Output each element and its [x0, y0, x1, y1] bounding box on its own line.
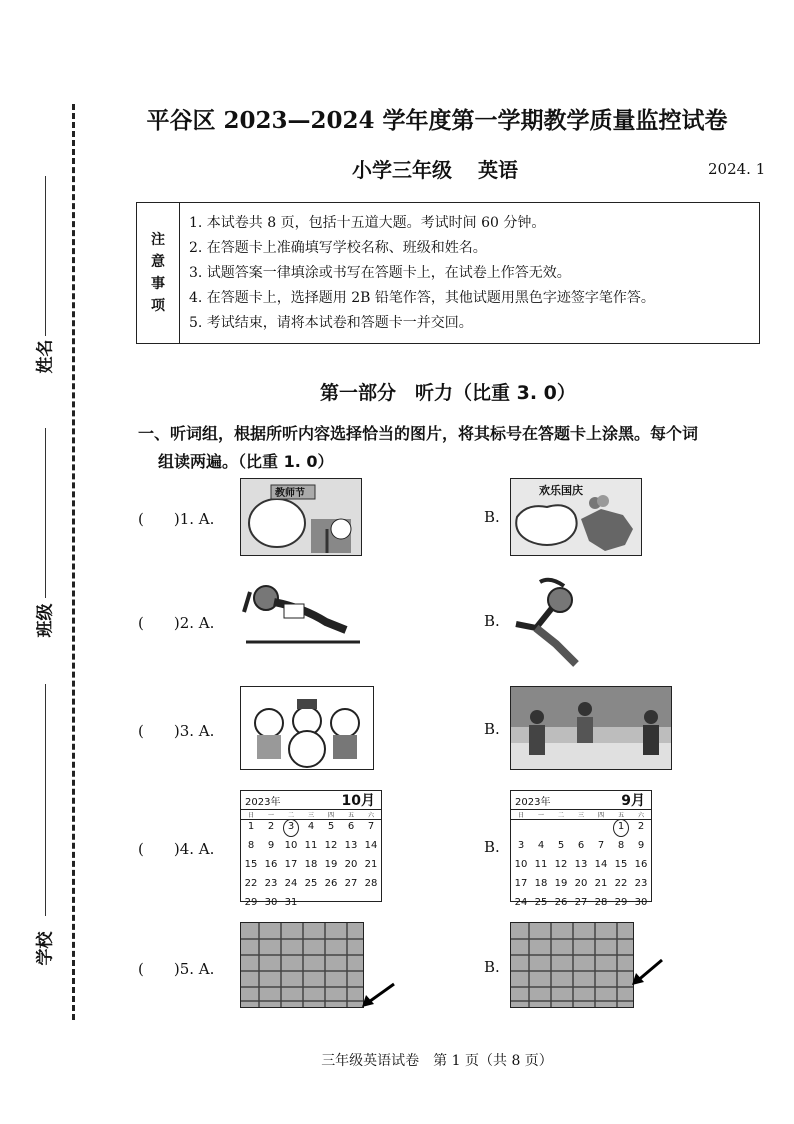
school-label: 学校	[35, 931, 56, 966]
calendar-day: 28	[364, 878, 378, 889]
calendar-day: 22	[614, 878, 628, 889]
calendar-days	[241, 819, 381, 911]
calendar-day: 11	[534, 859, 548, 870]
calendar-year: 2023年	[245, 797, 281, 808]
calendar-day: 16	[264, 859, 278, 870]
calendar-day: 17	[284, 859, 298, 870]
q2-image-a	[240, 578, 364, 650]
calendar-day: 14	[364, 840, 378, 851]
notice-list	[189, 211, 655, 336]
notice-item: 3. 试题答案一律填涂或书写在答题卡上，在试卷上作答无效。	[189, 265, 571, 281]
calendar-day: 19	[554, 878, 568, 889]
calendar-day: 23	[264, 878, 278, 889]
calendar-day: 29	[244, 897, 258, 908]
calendar-day: 15	[244, 859, 258, 870]
calendar-day: 21	[594, 878, 608, 889]
school-line	[45, 684, 46, 916]
calendar-day: 8	[617, 840, 625, 851]
calendar-day: 6	[347, 821, 355, 832]
question-1-b-label: B.	[484, 508, 500, 526]
question-1-label: ( )1. A.	[138, 510, 215, 528]
calendar-day: 16	[634, 859, 648, 870]
calendar-day: 2	[267, 821, 275, 832]
calendar-day: 7	[597, 840, 605, 851]
calendar-day: 12	[324, 840, 338, 851]
calendar-day: 20	[344, 859, 358, 870]
q5-image-a	[240, 922, 364, 1008]
calendar-weekday: 二	[557, 812, 564, 819]
notice-item: 4. 在答题卡上，选择题用 2B 铅笔作答，其他试题用黑色字迹签字笔作答。	[189, 290, 655, 306]
calendar-day: 12	[554, 859, 568, 870]
make-snowman-icon	[241, 687, 374, 770]
grade-label: 小学三年级	[352, 158, 452, 182]
calendar-october	[240, 790, 382, 908]
question-3-b-label: B.	[484, 720, 500, 738]
calendar-day: 27	[574, 897, 588, 908]
calendar-day: 25	[304, 878, 318, 889]
notice-heading: 注 意 事 项	[137, 203, 180, 343]
instruction: 一、听词组，根据所听内容选择恰当的图片，将其标号在答题卡上涂黑。每个词 组读两遍。（比重 1. 0）	[138, 424, 699, 471]
calendar-weekday: 二	[287, 812, 294, 819]
calendar-weekday: 一	[537, 812, 544, 819]
calendar-day: 30	[264, 897, 278, 908]
calendar-weekday: 四	[327, 812, 334, 819]
name-line	[45, 176, 46, 336]
calendar-day: 18	[304, 859, 318, 870]
calendar-weekday: 三	[307, 812, 314, 819]
calendar-day: 30	[634, 897, 648, 908]
calendar-september	[510, 790, 652, 908]
calendar-year: 2023年	[515, 797, 551, 808]
q5a-arrow-icon	[360, 982, 396, 1008]
calendar-day: 15	[614, 859, 628, 870]
exam-date: 2024. 1	[708, 160, 766, 178]
calendar-weekday: 五	[617, 812, 624, 819]
class-line	[45, 428, 46, 598]
calendar-day: 27	[344, 878, 358, 889]
q3-image-b	[510, 686, 672, 770]
calendar-day	[571, 819, 591, 835]
calendar-day: 6	[577, 840, 585, 851]
calendar-day: 10	[284, 840, 298, 851]
subject-label: 英语	[478, 158, 518, 182]
question-5-b-label: B.	[484, 958, 500, 976]
calendar-day	[591, 819, 611, 835]
calendar-day: 1	[247, 821, 255, 832]
calendar-day: 3	[517, 840, 525, 851]
notice-item: 5. 考试结束，请将本试卷和答题卡一并交回。	[189, 315, 473, 331]
q1b-poster-text: 欢乐国庆	[539, 484, 583, 497]
q2-image-b	[500, 572, 580, 668]
calendar-day: 17	[514, 878, 528, 889]
circled-date: 1	[613, 819, 629, 837]
calendar-day	[551, 819, 571, 835]
calendar-day: 14	[594, 859, 608, 870]
calendar-day: 26	[554, 897, 568, 908]
calendar-weekday: 四	[597, 812, 604, 819]
class-label: 班级	[35, 603, 56, 638]
calendar-day: 7	[367, 821, 375, 832]
binding-dashed-line	[72, 104, 75, 1020]
calendar-days	[511, 819, 651, 911]
q1a-poster-text: 教师节	[275, 488, 305, 499]
circled-date: 3	[283, 819, 299, 837]
calendar-day: 21	[364, 859, 378, 870]
q5b-arrow-icon	[630, 958, 664, 986]
calendar-weekday: 日	[247, 812, 254, 819]
question-4-label: ( )4. A.	[138, 840, 215, 858]
calendar-day: 24	[514, 897, 528, 908]
calendar-day: 9	[267, 840, 275, 851]
calendar-day: 10	[514, 859, 528, 870]
national-day-poster-icon	[511, 479, 642, 556]
calendar-month: 9月	[621, 793, 645, 809]
calendar-day: 4	[537, 840, 545, 851]
calendar-day: 26	[324, 878, 338, 889]
calendar-day: 28	[594, 897, 608, 908]
calendar-day: 22	[244, 878, 258, 889]
calendar-day: 5	[327, 821, 335, 832]
calendar-day: 5	[557, 840, 565, 851]
snowball-fight-icon	[511, 687, 672, 770]
calendar-day	[511, 819, 531, 835]
exam-subtitle	[352, 154, 544, 183]
q1-image-a	[240, 478, 362, 556]
calendar-day: 13	[574, 859, 588, 870]
building-arrow-bottom-icon	[241, 923, 364, 1008]
calendar-day	[531, 819, 551, 835]
calendar-day: 8	[247, 840, 255, 851]
q3-image-a	[240, 686, 374, 770]
q1-image-b	[510, 478, 642, 556]
notice-item: 2. 在答题卡上准确填写学校名称、班级和姓名。	[189, 240, 487, 256]
name-label: 姓名	[35, 339, 56, 374]
calendar-day: 25	[534, 897, 548, 908]
calendar-day: 18	[534, 878, 548, 889]
question-4-b-label: B.	[484, 838, 500, 856]
calendar-day: 13	[344, 840, 358, 851]
calendar-day: 24	[284, 878, 298, 889]
calendar-day: 23	[634, 878, 648, 889]
calendar-day: 4	[307, 821, 315, 832]
question-2-b-label: B.	[484, 612, 500, 630]
calendar-day	[281, 819, 301, 835]
calendar-month: 10月	[341, 793, 375, 809]
building-arrow-middle-icon	[511, 923, 634, 1008]
calendar-weekday: 日	[517, 812, 524, 819]
calendar-weekday: 六	[637, 812, 644, 819]
calendar-day: 31	[284, 897, 298, 908]
question-2-label: ( )2. A.	[138, 614, 215, 632]
calendar-day: 20	[574, 878, 588, 889]
calendar-day: 11	[304, 840, 318, 851]
exam-title: 平谷区 2023—2024 学年度第一学期教学质量监控试卷	[146, 107, 728, 134]
q5-image-b	[510, 922, 634, 1008]
page-footer: 三年级英语试卷 第 1 页（共 8 页）	[321, 1053, 553, 1069]
question-5-label: ( )5. A.	[138, 960, 215, 978]
calendar-weekday: 六	[367, 812, 374, 819]
calendar-day: 9	[637, 840, 645, 851]
notice-item: 1. 本试卷共 8 页，包括十五道大题。考试时间 60 分钟。	[189, 215, 546, 231]
calendar-weekday: 五	[347, 812, 354, 819]
calendar-day: 29	[614, 897, 628, 908]
notice-box	[136, 202, 760, 344]
teachers-day-poster-icon	[241, 479, 362, 556]
calendar-weekday: 三	[577, 812, 584, 819]
calendar-day	[611, 819, 631, 835]
question-3-label: ( )3. A.	[138, 722, 215, 740]
section-title: 第一部分 听力（比重 3. 0）	[320, 382, 576, 404]
calendar-weekday: 一	[267, 812, 274, 819]
calendar-day: 2	[637, 821, 645, 832]
calendar-day: 19	[324, 859, 338, 870]
